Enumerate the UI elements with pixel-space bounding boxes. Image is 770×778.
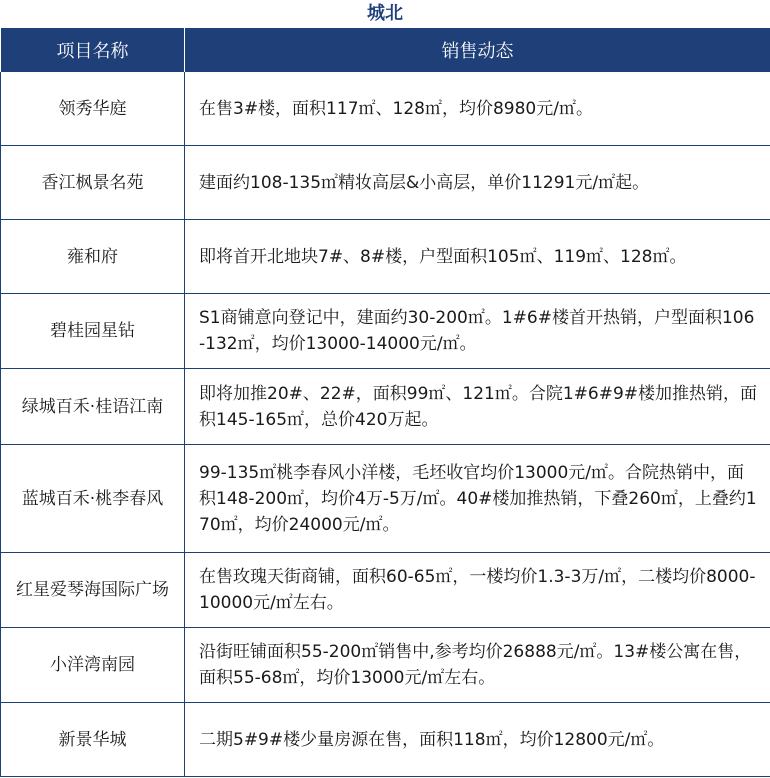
project-name-cell: 香江枫景名苑: [1, 146, 185, 220]
sales-info-cell: 99-135㎡桃李春风小洋楼，毛坯收官均价13000元/㎡。合院热销中，面积148-200㎡，均价4万-5万/㎡。40#楼加推热销，下叠260㎡，上叠约170㎡，均价24000元/㎡。: [185, 445, 770, 553]
project-name-cell: 绿城百禾·桂语江南: [1, 369, 185, 445]
sales-info-cell: S1商铺意向登记中，建面约30-200㎡。1#6#楼首开热销，户型面积106-132㎡，均价13000-14000元/㎡。: [185, 294, 770, 369]
project-name-cell: 红星爱琴海国际广场: [1, 553, 185, 628]
header-project-name: 项目名称: [1, 28, 185, 72]
sales-table: [0, 28, 770, 777]
table-row: [1, 553, 770, 628]
table-row: [1, 72, 770, 146]
table-row: [1, 628, 770, 703]
project-name-cell: 雍和府: [1, 220, 185, 294]
project-name-cell: 碧桂园星钻: [1, 294, 185, 369]
header-sales-info: 销售动态: [185, 28, 770, 72]
region-title: 城北: [367, 3, 403, 24]
table-row: [1, 146, 770, 220]
project-name-cell: 蓝城百禾·桃李春风: [1, 445, 185, 553]
sales-info-cell: 沿街旺铺面积55-200㎡销售中,参考均价26888元/㎡。13#楼公寓在售，面积55-68㎡，均价13000元/㎡左右。: [185, 628, 770, 703]
table-row: [1, 445, 770, 553]
table-row: [1, 369, 770, 445]
table-row: [1, 220, 770, 294]
table-header-row: [1, 28, 770, 72]
project-name-cell: 小洋湾南园: [1, 628, 185, 703]
table-row: [1, 703, 770, 777]
project-name-cell: 领秀华庭: [1, 72, 185, 146]
table-row: [1, 294, 770, 369]
sales-info-cell: 二期5#9#楼少量房源在售，面积118㎡，均价12800元/㎡。: [185, 703, 770, 777]
sales-info-cell: 建面约108-135㎡精妆高层&小高层，单价11291元/㎡起。: [185, 146, 770, 220]
sales-info-cell: 在售玫瑰天街商铺，面积60-65㎡，一楼均价1.3-3万/㎡，二楼均价8000-10000元/㎡左右。: [185, 553, 770, 628]
project-name-cell: 新景华城: [1, 703, 185, 777]
sales-info-cell: 即将首开北地块7#、8#楼，户型面积105㎡、119㎡、128㎡。: [185, 220, 770, 294]
sales-info-cell: 在售3#楼，面积117㎡、128㎡，均价8980元/㎡。: [185, 72, 770, 146]
sales-info-cell: 即将加推20#、22#，面积99㎡、121㎡。合院1#6#9#楼加推热销，面积145-165㎡，总价420万起。: [185, 369, 770, 445]
